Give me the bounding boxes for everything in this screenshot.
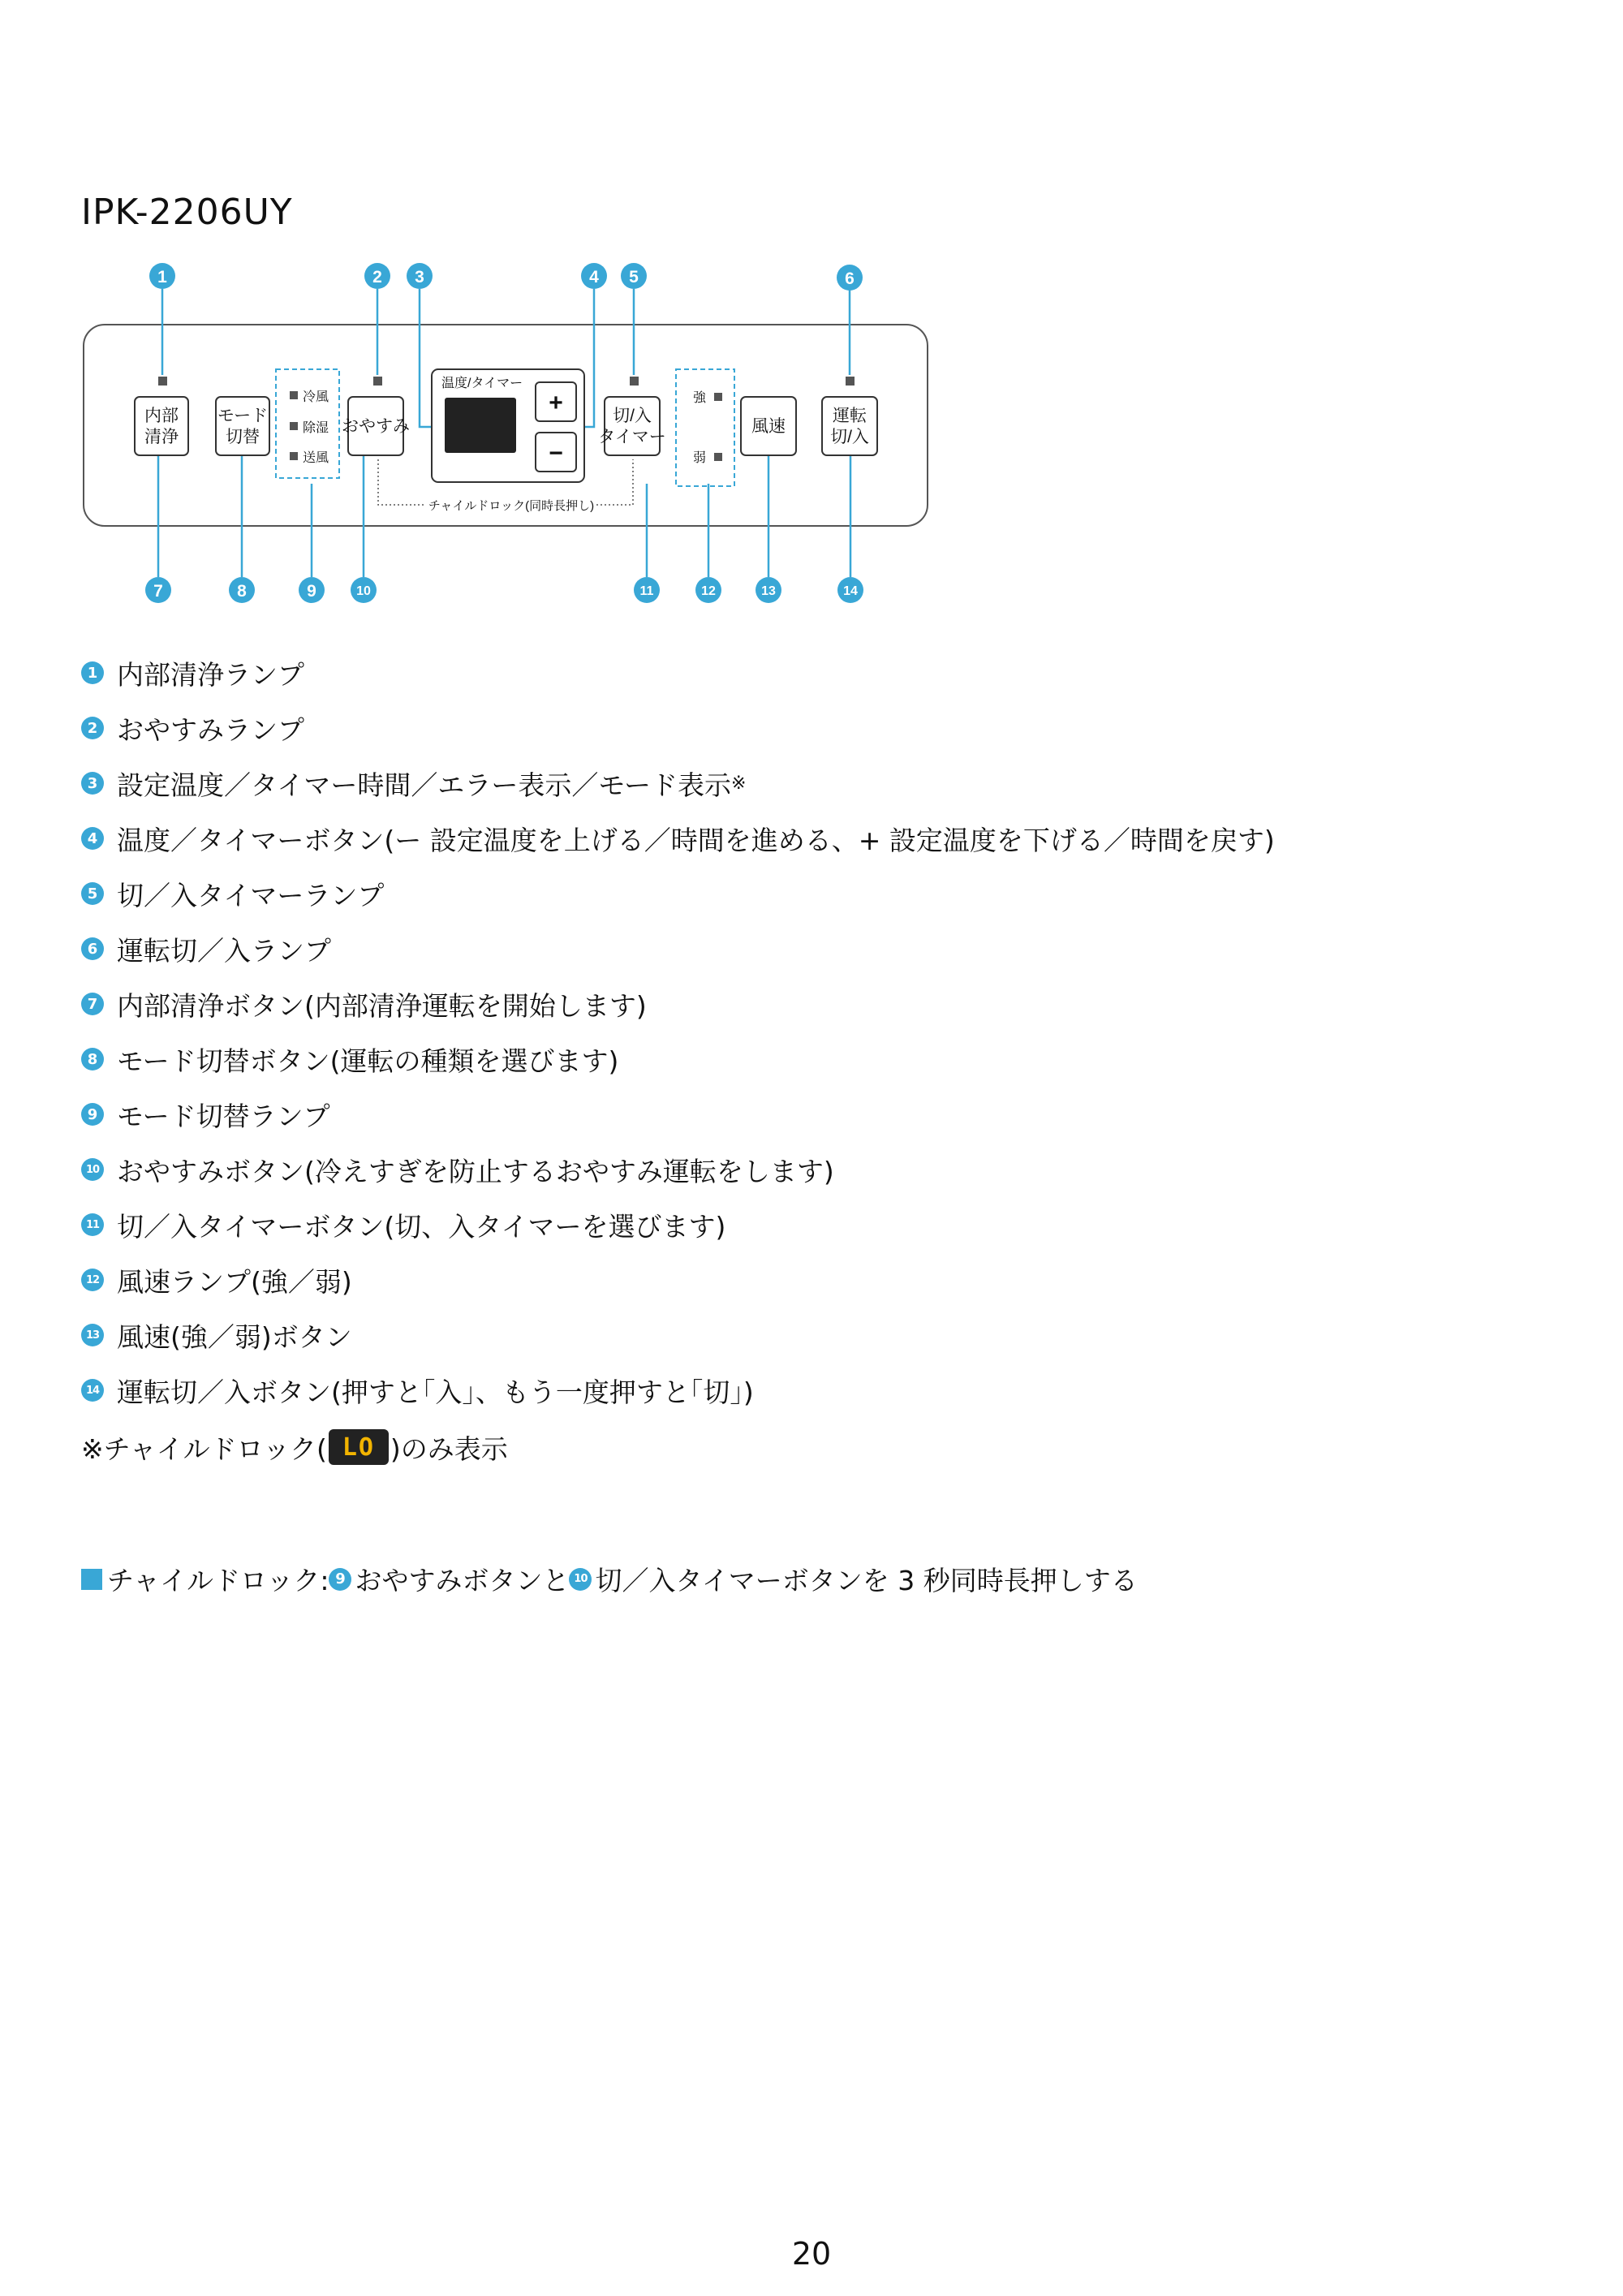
mode-lamp-cool-label: 冷風 [303,390,329,404]
list-item [81,1032,1558,1087]
sleep-lamp [373,377,382,386]
child-lock-prefix: チャイルドロック: [107,1565,329,1596]
list-item [81,1307,1558,1363]
timer-button-label-1: 切/入 [613,407,652,425]
child-lock-instruction [81,1560,1138,1598]
item-number: 5 [81,882,104,905]
plus-button-symbol: + [549,390,563,416]
power-lamp [846,377,855,386]
item-number: 14 [81,1379,104,1402]
callout-12: 12 [701,584,716,598]
item-number: 7 [81,993,104,1015]
callout-4: 4 [589,268,599,286]
child-lock-part-b: 切／入タイマーボタンを 3 秒同時長押しする [595,1565,1138,1596]
footnote-mark: ※ [731,773,747,794]
mode-button-label-1: モード [217,407,269,425]
item-text: モード切替ボタン(運転の種類を選びます) [117,1045,619,1077]
item-number: 3 [81,772,104,795]
item-number: 4 [81,827,104,850]
callout-1: 1 [157,268,167,286]
mode-lamp-fan [290,452,298,460]
power-button-label-2: 切/入 [830,428,869,446]
item-text: 内部清浄ランプ [117,658,304,691]
fan-lamp-strong-label: 強 [693,391,707,405]
item-number: 6 [81,937,104,960]
timer-lamp [630,377,639,386]
child-lock-part-a: おやすみボタンと [355,1565,570,1596]
item-number: 9 [329,1568,351,1591]
fan-lamp-weak [714,453,722,461]
callout-8: 8 [237,582,247,601]
item-text: モード切替ランプ [117,1100,330,1132]
display-label: 温度/タイマー [441,377,523,390]
item-text: 風速ランプ(強／弱) [117,1265,352,1298]
fan-button-label: 風速 [751,417,786,436]
child-lock-note [81,1419,1558,1475]
list-item [81,1087,1558,1142]
callout-9: 9 [307,582,316,601]
timer-button[interactable] [605,397,660,455]
mode-lamp-dehumid [290,422,298,430]
item-number: 2 [81,717,104,739]
list-item [81,1363,1558,1418]
item-text: 運転切／入ボタン(押すと｢入｣、もう一度押すと｢切｣) [117,1376,754,1408]
list-item [81,700,1558,756]
item-number: 10 [569,1568,592,1591]
minus-button-symbol: − [549,440,563,467]
mode-lamp-dehumid-label: 除湿 [303,421,329,435]
model-title: IPK-2206UY [81,192,293,233]
list-item [81,866,1558,921]
note-suffix: )のみ表示 [390,1432,508,1465]
item-text: 運転切／入ランプ [117,934,331,967]
fan-lamp-weak-label: 弱 [693,451,707,465]
item-text: 温度／タイマーボタン(ー 設定温度を上げる／時間を進める、+ 設定温度を下げる／時間を戻す) [117,824,1275,856]
callout-10: 10 [356,584,371,598]
mode-lamp-fan-label: 送風 [303,451,329,465]
callout-7: 7 [153,582,163,601]
display-screen [445,398,516,453]
lo-display-icon: LO [329,1429,389,1465]
clean-lamp [158,377,167,386]
control-panel-diagram [0,243,958,625]
item-text: 切／入タイマーボタン(切、入タイマーを選びます) [117,1210,726,1243]
timer-button-label-2: タイマー [598,428,666,446]
note-prefix: ※チャイルドロック( [81,1432,327,1465]
child-lock-label: チャイルドロック(同時長押し) [428,499,595,513]
list-item [81,756,1558,811]
callout-13: 13 [761,584,776,598]
list-item [81,1142,1558,1197]
list-item [81,811,1558,866]
clean-button-label-2: 清浄 [144,428,179,446]
callout-6: 6 [845,269,855,288]
fan-lamp-strong [714,393,722,401]
list-item [81,976,1558,1032]
list-item [81,1197,1558,1252]
description-list [81,645,1558,1475]
item-text: 設定温度／タイマー時間／エラー表示／モード表示 [117,769,732,801]
item-number: 9 [81,1103,104,1126]
item-number: 11 [81,1213,104,1236]
mode-button-label-2: 切替 [226,428,260,446]
sleep-button-label: おやすみ [342,417,410,436]
power-button[interactable] [822,397,877,455]
callout-2: 2 [372,268,382,286]
list-item [81,1252,1558,1307]
item-number: 8 [81,1048,104,1070]
item-text: 風速(強／弱)ボタン [117,1320,352,1353]
clean-button[interactable] [135,397,188,455]
power-button-label-1: 運転 [833,407,867,425]
page-number: 20 [791,2236,832,2272]
mode-button[interactable] [216,397,269,455]
list-item [81,921,1558,976]
item-text: おやすみランプ [117,713,304,746]
item-number: 1 [81,661,104,684]
item-text: おやすみボタン(冷えすぎを防止するおやすみ運転をします) [117,1155,834,1187]
square-bullet-icon [81,1569,102,1590]
item-text: 切／入タイマーランプ [117,879,385,911]
callout-3: 3 [415,268,424,286]
item-number: 13 [81,1324,104,1346]
item-number: 10 [81,1158,104,1181]
callout-11: 11 [639,584,654,598]
item-number: 12 [81,1269,104,1291]
clean-button-label-1: 内部 [144,407,179,425]
mode-lamp-cool [290,391,298,399]
callout-5: 5 [629,268,639,286]
callout-14: 14 [843,584,858,598]
list-item [81,645,1558,700]
item-text: 内部清浄ボタン(内部清浄運転を開始します) [117,989,647,1022]
